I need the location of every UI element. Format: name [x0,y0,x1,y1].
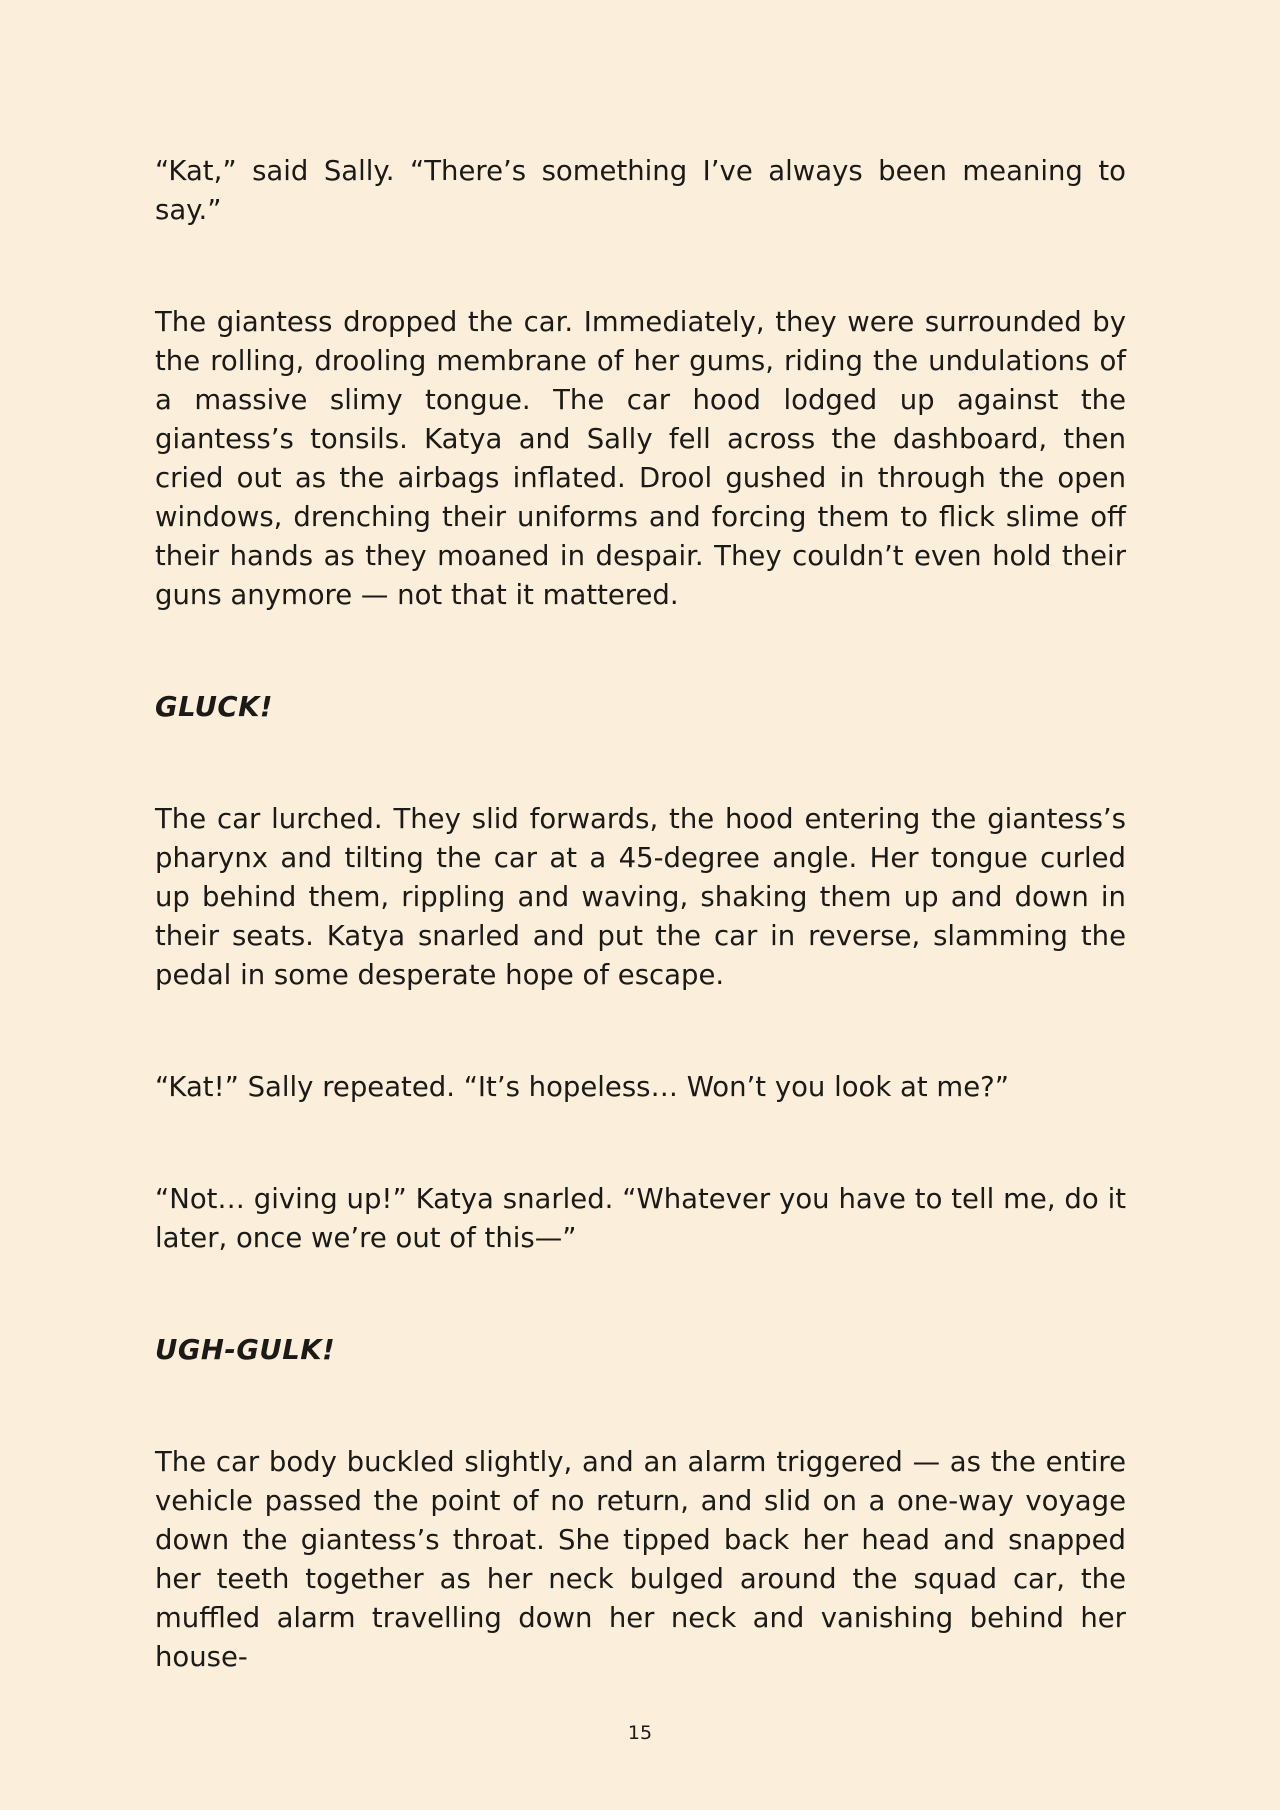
paragraph-dialogue: “Kat,” said Sally. “There’s something I’ve always been meaning to say.” [155,155,1126,226]
sound-effect: UGH-GULK! [155,1334,336,1366]
paragraph-narration: The car body buckled slightly, and an alarm triggered — as the entire vehicle passed the point of no return, and slid on a one-way voyage down the giantess’s throat. She tipped back her head and snapped her teeth together as her neck bulged around the squad car, the muffled alarm travelling down her neck and vanishing behind her house- [155,1446,1126,1673]
paragraph-narration: The giantess dropped the car. Immediately, they were surrounded by the rolling, drooling membrane of her gums, riding the undulations of a massive slimy tongue. The car hood lodged up against the giantess’s tonsils. Katya and Sally fell across the dashboard, then cried out as the airbags inflated. Drool gushed in through the open windows, drenching their uniforms and forcing them to flick slime off their hands as they moaned in despair. They couldn’t even hold their guns anymore — not that it mattered. [155,306,1126,611]
paragraph-dialogue: “Kat!” Sally repeated. “It’s hopeless… Won’t you look at me?” [155,1071,1009,1103]
page-body [155,152,1126,1750]
page-number: 15 [627,1722,653,1744]
paragraph-narration: The car lurched. They slid forwards, the hood entering the giantess’s pharynx and tilting the car at a 45-degree angle. Her tongue curled up behind them, rippling and waving, shaking them up and down in their seats. Katya snarled and put the car in reverse, slamming the pedal in some desperate hope of escape. [155,803,1126,991]
paragraph-dialogue: “Not… giving up!” Katya snarled. “Whatever you have to tell me, do it later, once we’re out of this—” [155,1183,1126,1254]
sound-effect: GLUCK! [155,691,273,723]
